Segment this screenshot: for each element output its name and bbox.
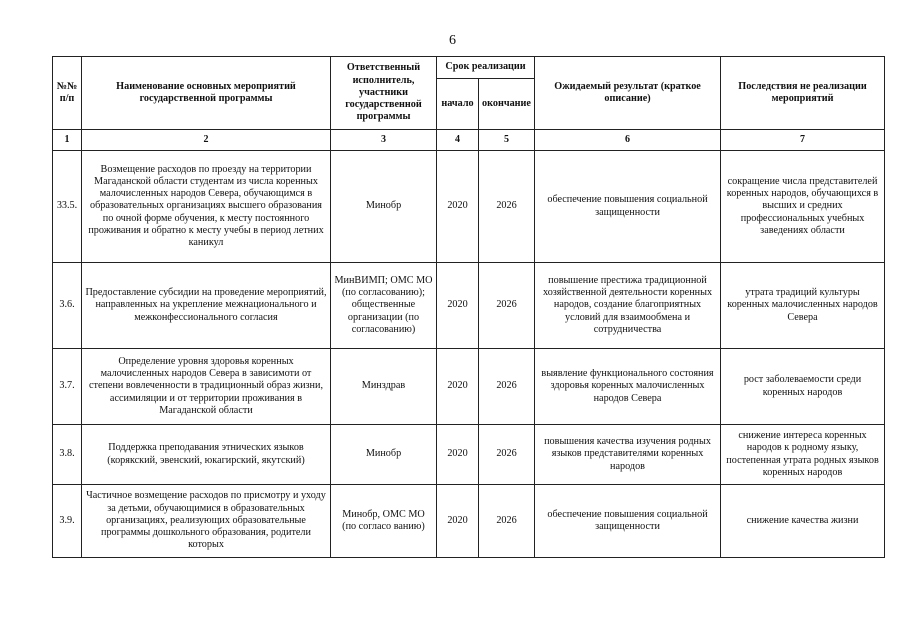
row-num: 3.7. (53, 349, 82, 425)
column-number: 6 (535, 130, 721, 151)
column-number: 7 (721, 130, 885, 151)
row-num: 3.8. (53, 425, 82, 485)
row-executor: Минобр (331, 425, 437, 485)
row-start: 2020 (437, 425, 479, 485)
row-start: 2020 (437, 485, 479, 558)
table-row (53, 151, 885, 263)
program-table (52, 56, 885, 558)
table-row (53, 425, 885, 485)
row-start: 2020 (437, 349, 479, 425)
column-number: 2 (82, 130, 331, 151)
header-start: начало (437, 79, 479, 130)
row-name: Определение уровня здоровья коренных малочисленных народов Севера в зависимоти от степени вовлеченности в традиционный образ жизни, ассимиляции и от территории проживания в Магаданской области (82, 349, 331, 425)
row-executor: Минобр (331, 151, 437, 263)
row-num: 3.6. (53, 263, 82, 349)
header-num: №№ п/п (53, 57, 82, 130)
row-end: 2026 (479, 425, 535, 485)
table-row (53, 263, 885, 349)
row-end: 2026 (479, 263, 535, 349)
header-period: Срок реализации (437, 57, 535, 79)
column-number: 4 (437, 130, 479, 151)
row-consequence: снижение интереса коренных народов к родному языку, постепенная утрата родных языков коренных народов (721, 425, 885, 485)
table-row (53, 349, 885, 425)
row-name: Возмещение расходов по проезду на территории Магаданской области студентам из числа коренных малочисленных народов Севера, обучающимся в образовательных организациях высшего образования по очной форме обучения, к месту постоянного проживания и обратно к месту учебы в период летних каникул (82, 151, 331, 263)
row-result: выявление функционального состояния здоровья коренных малочисленных народов Севера (535, 349, 721, 425)
column-number: 1 (53, 130, 82, 151)
row-start: 2020 (437, 263, 479, 349)
row-executor: Минздрав (331, 349, 437, 425)
row-consequence: утрата традиций культуры коренных малочисленных народов Севера (721, 263, 885, 349)
row-consequence: сокращение числа представителей коренных народов, обучающихся в высших и средних профессиональных учебных заведениях области (721, 151, 885, 263)
column-number: 3 (331, 130, 437, 151)
row-consequence: снижение качества жизни (721, 485, 885, 558)
header-name: Наименование основных мероприятий государственной программы (82, 57, 331, 130)
row-result: обеспечение повышения социальной защищенности (535, 485, 721, 558)
row-end: 2026 (479, 485, 535, 558)
row-num: 3.9. (53, 485, 82, 558)
header-end: окончание (479, 79, 535, 130)
row-name: Поддержка преподавания этнических языков (корякский, эвенский, юкагирский, якутский) (82, 425, 331, 485)
row-consequence: рост заболеваемости среди коренных народов (721, 349, 885, 425)
header-result: Ожидаемый результат (краткое описание) (535, 57, 721, 130)
row-end: 2026 (479, 349, 535, 425)
row-result: повышения качества изучения родных языков представителями коренных народов (535, 425, 721, 485)
row-start: 2020 (437, 151, 479, 263)
column-number: 5 (479, 130, 535, 151)
row-result: повышение престижа традиционной хозяйственной деятельности коренных народов, создание благоприятных условий для взаимообмена и сотрудничества (535, 263, 721, 349)
table-row (53, 485, 885, 558)
row-end: 2026 (479, 151, 535, 263)
header-executor: Ответственный исполнитель, участники государственной программы (331, 57, 437, 130)
page-number: 6 (449, 33, 456, 48)
row-result: обеспечение повышения социальной защищенности (535, 151, 721, 263)
row-num: 33.5. (53, 151, 82, 263)
row-name: Предоставление субсидии на проведение мероприятий, направленных на укрепление межнационального и межконфессионального согласия (82, 263, 331, 349)
row-executor: МинВИМП; ОМС МО (по согласованию); общественные организации (по согласованию) (331, 263, 437, 349)
row-executor: Минобр, ОМС МО (по соглaсо ванию) (331, 485, 437, 558)
row-name: Частичное возмещение расходов по присмотру и уходу за детьми, обучающимися в образовательных организациях, реализующих образовательные программы дошкольного образования, родители которых (82, 485, 331, 558)
header-consequence: Последствия не реализации мероприятий (721, 57, 885, 130)
